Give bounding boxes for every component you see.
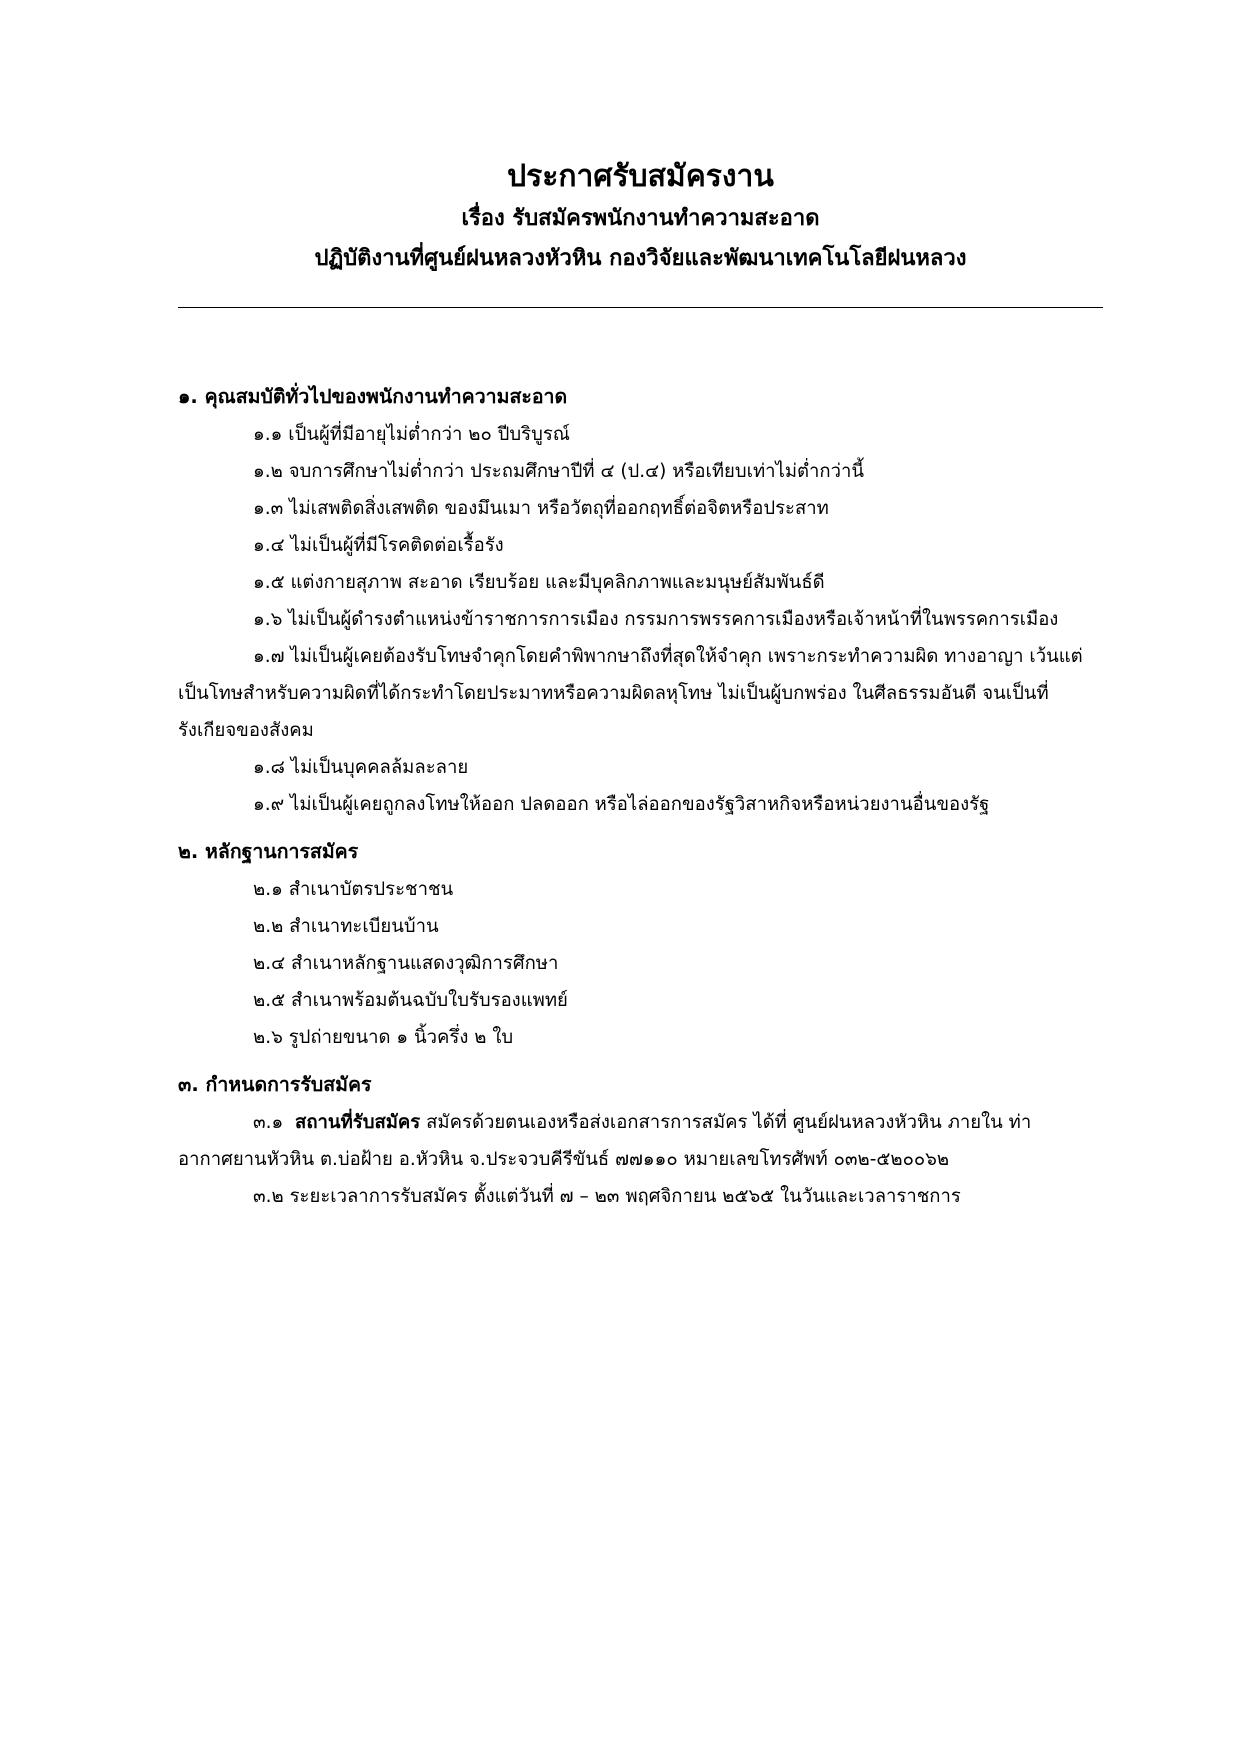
document-item: ๒.๑ สำเนาบัตรประชาชน [253, 879, 454, 900]
section-1-heading: ๑. คุณสมบัติทั่วไปของพนักงานทำความสะอาด [178, 385, 568, 408]
qualification-item: ๑.๒ จบการศึกษาไม่ต่ำกว่า ประถมศึกษาปีที่ ๔ (ป.๔) หรือเทียบเท่าไม่ต่ำกว่านี้ [253, 461, 865, 482]
qualification-item: ๑.๗ ไม่เป็นผู้เคยต้องรับโทษจำคุกโดยคำพิพากษาถึงที่สุดให้จำคุก เพราะกระทำความผิด ทางอาญา เว้นแต่เป็นโทษสำหรับความผิดที่ได้กระทำโดยประมาทหรือความผิดลหุโทษ ไม่เป็นผู้บกพร่อง ในศีลธรรมอันดี จนเป็นที่รังเกียจของสังคม [178, 646, 1083, 741]
qualification-item: ๑.๘ ไม่เป็นบุคคลล้มละลาย [253, 757, 469, 778]
header-divider [178, 307, 1103, 308]
document-item: ๒.๖ รูปถ่ายขนาด ๑ นิ้วครึ่ง ๒ ใบ [253, 1027, 514, 1048]
qualification-item: ๑.๓ ไม่เสพติดสิ่งเสพติด ของมึนเมา หรือวัตถุที่ออกฤทธิ์ต่อจิตหรือประสาท [253, 498, 829, 519]
section-spacer [178, 1056, 1103, 1066]
qualification-item: ๑.๔ ไม่เป็นผู้ที่มีโรคติดต่อเรื้อรัง [253, 535, 504, 556]
announcement-subject: เรื่อง รับสมัครพนักงานทำความสะอาด [461, 206, 820, 231]
section-spacer [178, 823, 1103, 833]
announcement-body [178, 378, 1103, 1215]
qualification-item: ๑.๑ เป็นผู้ที่มีอายุไม่ต่ำกว่า ๒๐ ปีบริบูรณ์ [253, 424, 570, 445]
application-period-item: ๓.๒ ระยะเวลาการรับสมัคร ตั้งแต่วันที่ ๗ – ๒๓ พฤศจิกายน ๒๕๖๕ ในวันและเวลาราชการ [253, 1186, 961, 1207]
qualification-item: ๑.๖ ไม่เป็นผู้ดำรงตำแหน่งข้าราชการการเมือง กรรมการพรรคการเมืองหรือเจ้าหน้าที่ในพรรคการเมือง [253, 609, 1059, 630]
application-location-text: สมัครด้วยตนเองหรือส่งเอกสารการสมัคร ได้ที่ ศูนย์ฝนหลวงหัวหิน ภายใน ท่าอากาศยานหัวหิน ต.บ่อฝ้าย อ.หัวหิน จ.ประจวบคีรีขันธ์ ๗๗๑๑๐ หมายเลขโทรศัพท์ ๐๓๒-๕๒๐๐๖๒ [178, 1112, 1032, 1170]
announcement-workplace: ปฏิบัติงานที่ศูนย์ฝนหลวงหัวหิน กองวิจัยและพัฒนาเทคโนโลยีฝนหลวง [314, 246, 967, 271]
qualification-item: ๑.๙ ไม่เป็นผู้เคยถูกลงโทษให้ออก ปลดออก หรือไล่ออกของรัฐวิสาหกิจหรือหน่วยงานอื่นของรัฐ [253, 794, 990, 815]
application-location-label: สถานที่รับสมัคร [295, 1112, 421, 1133]
document-item: ๒.๕ สำเนาพร้อมต้นฉบับใบรับรองแพทย์ [253, 990, 568, 1011]
announcement-header [178, 155, 1103, 279]
application-location-item [178, 1104, 1103, 1178]
document-item: ๒.๒ สำเนาทะเบียนบ้าน [253, 916, 439, 937]
qualification-item: ๑.๕ แต่งกายสุภาพ สะอาด เรียบร้อย และมีบุคลิกภาพและมนุษย์สัมพันธ์ดี [253, 572, 825, 593]
document-item: ๒.๔ สำเนาหลักฐานแสดงวุฒิการศึกษา [253, 953, 559, 974]
announcement-title: ประกาศรับสมัครงาน [507, 159, 774, 194]
application-location-number: ๓.๑ [253, 1112, 284, 1133]
section-3-heading: ๓. กำหนดการรับสมัคร [178, 1073, 372, 1096]
section-2-heading: ๒. หลักฐานการสมัคร [178, 840, 359, 863]
